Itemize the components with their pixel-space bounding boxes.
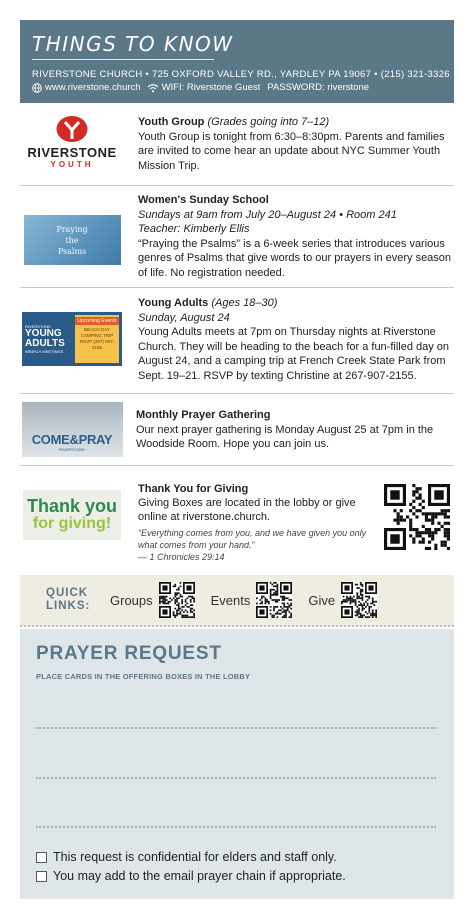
young-adults-body: Young Adults meets at 7pm on Thursday nights at Riverstone Church. They will be heading to the beach for a fun-filled day on August 24, and a camping trip at French Creek State Park from Sept. 19–21. RSVP by texting Christine at 267-907-2155. bbox=[138, 326, 450, 382]
giving-reference: — 1 Chronicles 29:14 bbox=[138, 552, 225, 562]
praying-psalms-image bbox=[20, 193, 124, 287]
psalms-image-line3: Psalms bbox=[57, 246, 87, 256]
thank-you-image bbox=[20, 482, 124, 574]
young-adults-title: Young Adults bbox=[138, 297, 209, 309]
youth-group-item bbox=[20, 110, 454, 186]
quick-link-groups-label: Groups bbox=[110, 592, 153, 608]
wifi-password: PASSWORD: riverstone bbox=[267, 82, 370, 93]
womens-body: “Praying the Psalms” is a 6-week series that introduces various genres of Psalms that give words to our prayers in every season of life. No registration needed. bbox=[138, 237, 452, 279]
quick-link-give-label: Give bbox=[308, 592, 336, 608]
young-adults-flyer bbox=[20, 296, 124, 393]
giving-title: Thank You for Giving bbox=[138, 483, 249, 495]
riverstone-youth-logo bbox=[20, 115, 124, 185]
flyer-meetings: WEEKLY MEETINGS bbox=[25, 349, 64, 354]
giving-item bbox=[20, 468, 454, 574]
flyer-big-2: ADULTS bbox=[25, 338, 65, 349]
prayer-gathering-title: Monthly Prayer Gathering bbox=[136, 409, 271, 421]
young-adults-date: Sunday, August 24 bbox=[138, 311, 230, 324]
prayer-gathering-text bbox=[124, 402, 454, 465]
events-qr-icon bbox=[256, 582, 292, 618]
flyer-event-1: BEACH DAY bbox=[84, 327, 110, 332]
youth-group-text bbox=[124, 115, 454, 185]
writing-line-2[interactable] bbox=[36, 777, 436, 779]
wifi-name: WIFI: Riverstone Guest bbox=[161, 82, 261, 93]
confidential-checkbox[interactable] bbox=[36, 852, 47, 863]
womens-text bbox=[124, 193, 454, 287]
womens-teacher: Teacher: Kimberly Ellis bbox=[138, 223, 250, 235]
groups-qr-icon bbox=[159, 582, 195, 618]
youth-group-subtitle: (Grades going into 7–12) bbox=[207, 116, 330, 128]
thanks-line2: for giving! bbox=[32, 515, 112, 532]
quick-label-1: QUICK bbox=[46, 587, 89, 599]
come-and-pray-image bbox=[20, 402, 124, 465]
quick-link-events-label: Events bbox=[210, 592, 251, 608]
thanks-line1: Thank you bbox=[26, 496, 117, 516]
prayer-request-title: PRAYER REQUEST bbox=[36, 643, 222, 664]
giving-body: Giving Boxes are located in the lobby or give online at riverstone.church. bbox=[138, 497, 356, 523]
page-title: THINGS TO KNOW bbox=[32, 32, 234, 56]
logo-word: RIVERSTONE bbox=[27, 145, 117, 160]
logo-sub: YOUTH bbox=[50, 160, 94, 169]
womens-sunday-school-item bbox=[20, 187, 454, 288]
prayer-request-subtitle: PLACE CARDS IN THE OFFERING BOXES IN THE LOBBY bbox=[36, 672, 251, 681]
quick-link-events[interactable] bbox=[211, 582, 293, 618]
youth-group-title: Youth Group bbox=[138, 116, 205, 128]
writing-line-1[interactable] bbox=[36, 727, 436, 729]
flyer-badge: Upcoming Events bbox=[75, 317, 119, 325]
come-pray-word: COME&PRAY bbox=[31, 432, 113, 447]
globe-icon bbox=[32, 83, 42, 93]
prayer-gathering-body: Our next prayer gathering is Monday August 25 at 7pm in the Woodside Room. Hope you can join us. bbox=[136, 423, 434, 450]
young-adults-text bbox=[124, 296, 454, 393]
qr-code-icon bbox=[384, 484, 450, 550]
womens-title: Women's Sunday School bbox=[138, 194, 269, 206]
youth-group-body: Youth Group is tonight from 6:30–8:30pm. Parents and families are invited to come hear an update about NYC Summer Youth Mission Trip. bbox=[138, 130, 445, 172]
giving-quote: “Everything comes from you, and we have given you only what comes from your hand.” bbox=[138, 528, 367, 550]
give-qr-icon bbox=[341, 582, 377, 618]
psalms-image-line2: the bbox=[65, 235, 79, 245]
title-rule bbox=[32, 59, 214, 60]
flyer-church: RIVERSTONE bbox=[25, 324, 51, 329]
young-adults-subtitle: (Ages 18–30) bbox=[211, 297, 278, 309]
womens-schedule: Sundays at 9am from July 20–August 24 • Room 241 bbox=[138, 208, 397, 221]
writing-line-3[interactable] bbox=[36, 826, 436, 828]
flyer-big-1: YOUNG bbox=[25, 328, 62, 339]
flyer-rsvp: RSVP (267) 907-2155 bbox=[79, 339, 115, 350]
giving-text bbox=[124, 482, 384, 574]
flyer-event-2: CAMPING TRIP bbox=[80, 333, 114, 338]
quick-links-bar bbox=[20, 575, 454, 627]
prayer-gathering-item bbox=[20, 396, 454, 466]
confidential-option[interactable] bbox=[36, 850, 337, 864]
quick-label-2: LINKS: bbox=[46, 600, 91, 612]
giving-qr-code[interactable] bbox=[384, 482, 454, 574]
contact-line bbox=[32, 81, 442, 94]
quick-links-label bbox=[46, 587, 110, 613]
website-link[interactable]: www.riverstone.church bbox=[45, 82, 141, 93]
prayer-chain-checkbox[interactable] bbox=[36, 871, 47, 882]
psalms-image-line1: Praying bbox=[56, 224, 88, 234]
come-pray-church: RIVERSTONE bbox=[59, 447, 85, 452]
young-adults-item bbox=[20, 290, 454, 394]
prayer-chain-label: You may add to the email prayer chain if appropriate. bbox=[53, 869, 346, 883]
prayer-chain-option[interactable] bbox=[36, 869, 346, 883]
prayer-request-card bbox=[20, 629, 454, 899]
church-address: RIVERSTONE CHURCH • 725 OXFORD VALLEY RD., YARDLEY PA 19067 • (215) 321-3326 bbox=[32, 69, 450, 80]
quick-link-give[interactable] bbox=[308, 582, 377, 618]
confidential-label: This request is confidential for elders and staff only. bbox=[53, 850, 337, 864]
wifi-icon bbox=[147, 83, 159, 93]
quick-link-groups[interactable] bbox=[110, 582, 195, 618]
header-banner bbox=[20, 20, 454, 103]
riverstone-y-logo-icon bbox=[55, 115, 89, 143]
